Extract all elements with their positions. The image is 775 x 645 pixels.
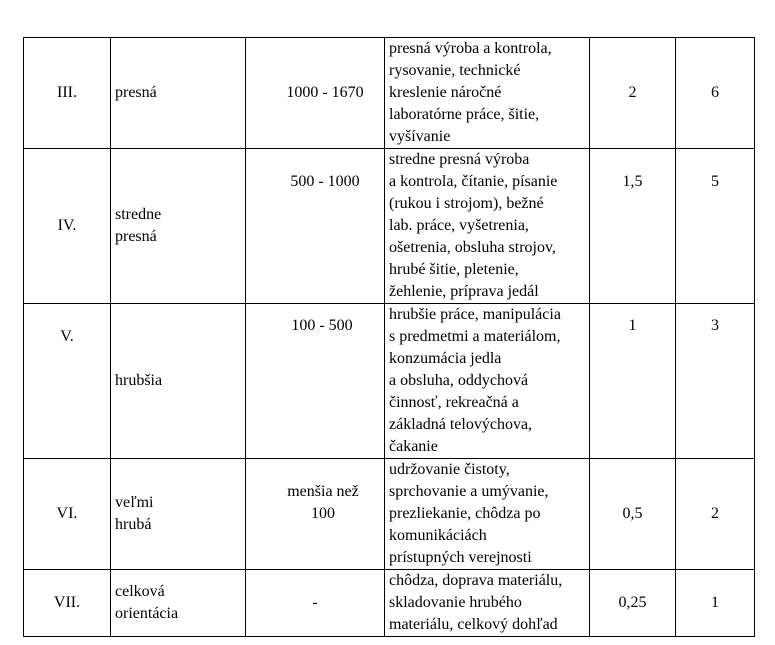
lux-cell: 100 - 500 (246, 304, 385, 459)
table-row (24, 459, 755, 570)
activities-cell: hrubšie práce, manipulácia s predmetmi a materiálom, konzumácia jedla a obsluha, oddychová činnosť, rekreačná a základná telovýchova, čakanie (385, 304, 590, 459)
value-cell: 2 (590, 38, 676, 149)
value-cell: 5 (676, 149, 755, 304)
class-cell: IV. (24, 149, 111, 304)
value-cell: 0,5 (590, 459, 676, 570)
lux-cell: - (246, 570, 385, 637)
value-cell: 2 (676, 459, 755, 570)
activities-cell: chôdza, doprava materiálu, skladovanie hrubého materiálu, celkový dohľad (385, 570, 590, 637)
class-cell: V. (24, 304, 111, 459)
label-cell: stredne presná (111, 149, 246, 304)
lighting-requirements-table (23, 37, 755, 637)
value-cell: 0,25 (590, 570, 676, 637)
lux-cell: menšia než 100 (246, 459, 385, 570)
table-row (24, 304, 755, 459)
label-cell: presná (111, 38, 246, 149)
table-row (24, 570, 755, 637)
lux-cell: 500 - 1000 (246, 149, 385, 304)
label-cell: hrubšia (111, 304, 246, 459)
label-cell: veľmi hrubá (111, 459, 246, 570)
activities-cell: udržovanie čistoty, sprchovanie a umývanie, prezliekanie, chôdza po komunikáciách prístupných verejnosti (385, 459, 590, 570)
lux-cell: 1000 - 1670 (246, 38, 385, 149)
class-cell: III. (24, 38, 111, 149)
label-cell: celková orientácia (111, 570, 246, 637)
class-cell: VII. (24, 570, 111, 637)
table-row (24, 149, 755, 304)
value-cell: 1 (676, 570, 755, 637)
class-cell: VI. (24, 459, 111, 570)
value-cell: 1 (590, 304, 676, 459)
activities-cell: presná výroba a kontrola, rysovanie, technické kreslenie náročné laboratórne práce, šitie, vyšívanie (385, 38, 590, 149)
table-row (24, 38, 755, 149)
activities-cell: stredne presná výroba a kontrola, čítanie, písanie (rukou i strojom), bežné lab. práce, vyšetrenia, ošetrenia, obsluha strojov, hrubé šitie, pletenie, žehlenie, príprava jedál (385, 149, 590, 304)
value-cell: 6 (676, 38, 755, 149)
value-cell: 3 (676, 304, 755, 459)
value-cell: 1,5 (590, 149, 676, 304)
